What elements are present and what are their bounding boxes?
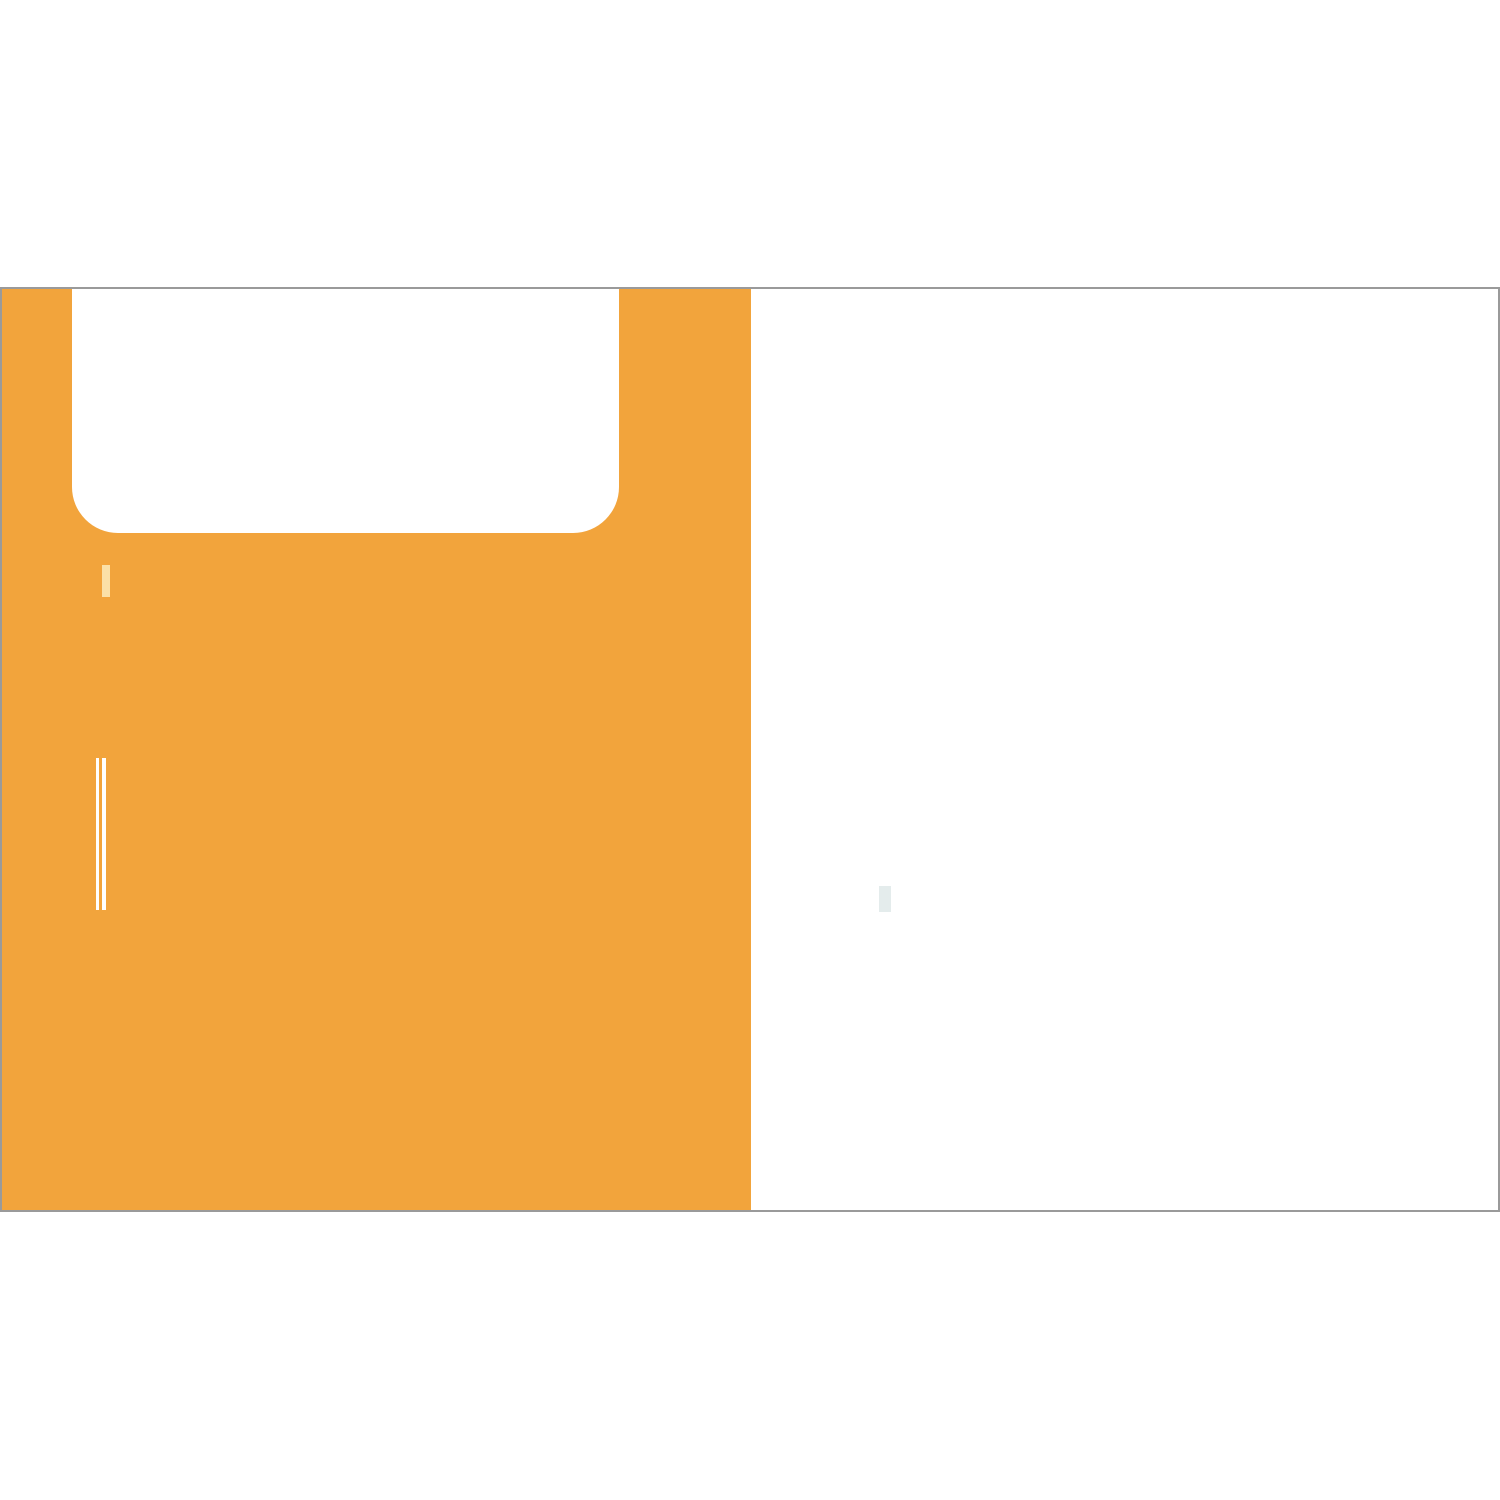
intro-first-line [102,561,120,576]
right-page [751,289,1500,1212]
left-page [2,289,751,1212]
chapter-title-card [72,289,619,533]
arch-pattern-decoration [72,289,619,349]
sidebar-rule [102,758,106,910]
arch-border-strip [1442,289,1500,1212]
subheading-highlight [879,886,891,912]
sidebar-rule [96,758,99,910]
chapter-intro-paragraph [102,559,612,580]
book-spread [0,287,1500,1212]
